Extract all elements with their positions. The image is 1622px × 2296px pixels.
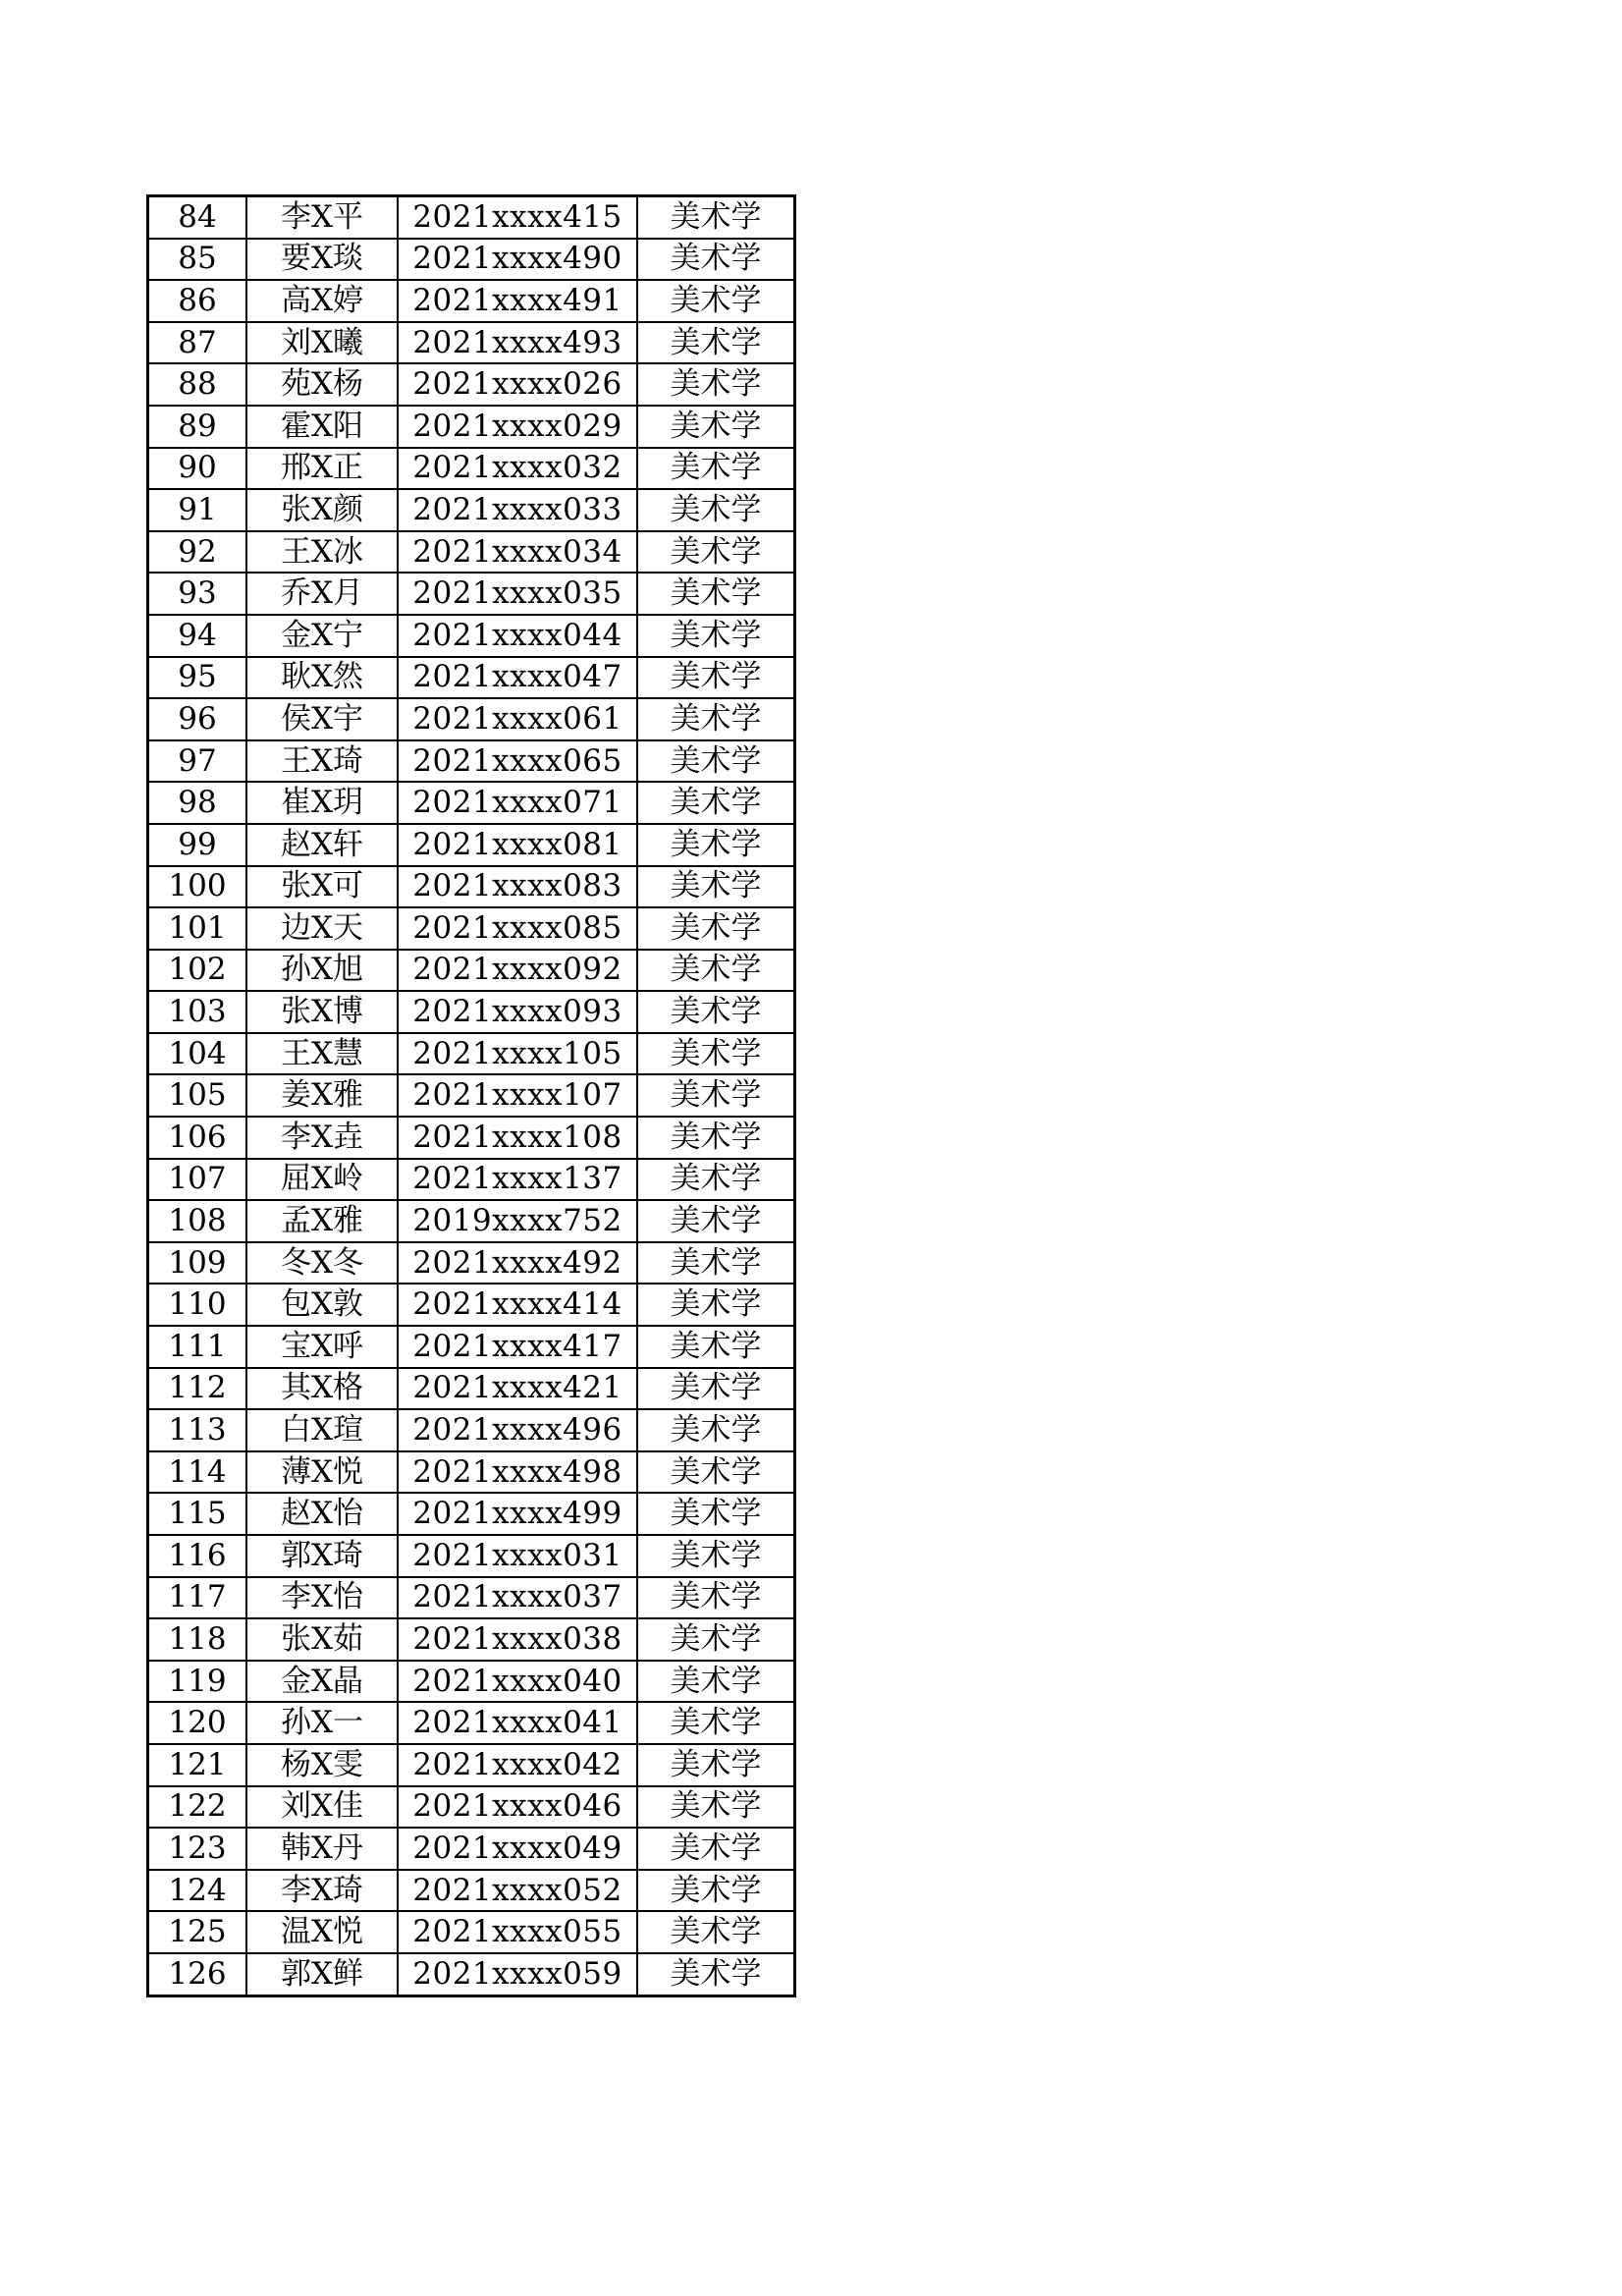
major-cell: 美术学 [637, 824, 795, 866]
table-row [148, 239, 795, 281]
name-cell: 温X悦 [246, 1911, 398, 1953]
table-row [148, 1911, 795, 1953]
row-number-cell: 99 [148, 824, 247, 866]
student-id-cell: 2021xxxx496 [398, 1409, 637, 1451]
table-row [148, 322, 795, 364]
row-number-cell: 92 [148, 531, 247, 574]
table-row [148, 1409, 795, 1451]
major-cell: 美术学 [637, 1284, 795, 1326]
major-cell: 美术学 [637, 1493, 795, 1535]
major-cell: 美术学 [637, 991, 795, 1033]
major-cell: 美术学 [637, 531, 795, 574]
table-row [148, 907, 795, 950]
major-cell: 美术学 [637, 1661, 795, 1703]
student-id-cell: 2021xxxx046 [398, 1786, 637, 1829]
row-number-cell: 124 [148, 1870, 247, 1912]
student-id-cell: 2021xxxx055 [398, 1911, 637, 1953]
table-row [148, 657, 795, 699]
major-cell: 美术学 [637, 907, 795, 950]
row-number-cell: 111 [148, 1326, 247, 1368]
row-number-cell: 123 [148, 1828, 247, 1870]
row-number-cell: 105 [148, 1074, 247, 1117]
student-id-cell: 2021xxxx108 [398, 1117, 637, 1159]
student-id-cell: 2021xxxx083 [398, 866, 637, 908]
row-number-cell: 101 [148, 907, 247, 950]
table-row [148, 1242, 795, 1285]
student-id-cell: 2021xxxx037 [398, 1577, 637, 1619]
table-row [148, 1577, 795, 1619]
major-cell: 美术学 [637, 1828, 795, 1870]
major-cell: 美术学 [637, 1618, 795, 1661]
name-cell: 王X慧 [246, 1033, 398, 1075]
name-cell: 王X冰 [246, 531, 398, 574]
student-id-cell: 2021xxxx049 [398, 1828, 637, 1870]
row-number-cell: 118 [148, 1618, 247, 1661]
student-id-cell: 2021xxxx042 [398, 1744, 637, 1786]
student-table [146, 194, 796, 1997]
student-id-cell: 2021xxxx137 [398, 1159, 637, 1201]
student-id-cell: 2021xxxx047 [398, 657, 637, 699]
name-cell: 宝X呼 [246, 1326, 398, 1368]
student-id-cell: 2021xxxx040 [398, 1661, 637, 1703]
row-number-cell: 94 [148, 615, 247, 657]
row-number-cell: 88 [148, 363, 247, 406]
row-number-cell: 102 [148, 950, 247, 992]
table-row [148, 782, 795, 824]
major-cell: 美术学 [637, 1744, 795, 1786]
table-row [148, 1535, 795, 1577]
row-number-cell: 116 [148, 1535, 247, 1577]
row-number-cell: 100 [148, 866, 247, 908]
major-cell: 美术学 [637, 573, 795, 615]
name-cell: 邢X正 [246, 448, 398, 490]
major-cell: 美术学 [637, 280, 795, 322]
name-cell: 郭X鲜 [246, 1953, 398, 1995]
student-id-cell: 2021xxxx035 [398, 573, 637, 615]
student-id-cell: 2019xxxx752 [398, 1200, 637, 1242]
table-row [148, 1493, 795, 1535]
student-id-cell: 2021xxxx031 [398, 1535, 637, 1577]
major-cell: 美术学 [637, 1074, 795, 1117]
name-cell: 耿X然 [246, 657, 398, 699]
major-cell: 美术学 [637, 1242, 795, 1285]
row-number-cell: 120 [148, 1702, 247, 1744]
student-id-cell: 2021xxxx071 [398, 782, 637, 824]
table-row [148, 1200, 795, 1242]
row-number-cell: 104 [148, 1033, 247, 1075]
major-cell: 美术学 [637, 1702, 795, 1744]
table-row [148, 1828, 795, 1870]
row-number-cell: 84 [148, 196, 247, 239]
major-cell: 美术学 [637, 363, 795, 406]
name-cell: 张X颜 [246, 489, 398, 531]
major-cell: 美术学 [637, 698, 795, 740]
table-row [148, 615, 795, 657]
row-number-cell: 95 [148, 657, 247, 699]
student-id-cell: 2021xxxx493 [398, 322, 637, 364]
major-cell: 美术学 [637, 1409, 795, 1451]
major-cell: 美术学 [637, 950, 795, 992]
name-cell: 李X怡 [246, 1577, 398, 1619]
table-row [148, 866, 795, 908]
table-row [148, 1786, 795, 1829]
row-number-cell: 107 [148, 1159, 247, 1201]
table-row [148, 1451, 795, 1494]
table-row [148, 531, 795, 574]
name-cell: 金X宁 [246, 615, 398, 657]
table-row [148, 1368, 795, 1410]
name-cell: 孙X一 [246, 1702, 398, 1744]
table-row [148, 280, 795, 322]
name-cell: 张X博 [246, 991, 398, 1033]
student-id-cell: 2021xxxx490 [398, 239, 637, 281]
name-cell: 赵X轩 [246, 824, 398, 866]
student-id-cell: 2021xxxx033 [398, 489, 637, 531]
table-row [148, 448, 795, 490]
table-row [148, 1074, 795, 1117]
table-row [148, 1744, 795, 1786]
row-number-cell: 93 [148, 573, 247, 615]
row-number-cell: 98 [148, 782, 247, 824]
student-id-cell: 2021xxxx026 [398, 363, 637, 406]
row-number-cell: 85 [148, 239, 247, 281]
name-cell: 刘X佳 [246, 1786, 398, 1829]
name-cell: 郭X琦 [246, 1535, 398, 1577]
student-id-cell: 2021xxxx061 [398, 698, 637, 740]
name-cell: 李X垚 [246, 1117, 398, 1159]
table-row [148, 196, 795, 239]
name-cell: 薄X悦 [246, 1451, 398, 1494]
major-cell: 美术学 [637, 657, 795, 699]
row-number-cell: 91 [148, 489, 247, 531]
student-id-cell: 2021xxxx085 [398, 907, 637, 950]
major-cell: 美术学 [637, 1953, 795, 1995]
row-number-cell: 122 [148, 1786, 247, 1829]
major-cell: 美术学 [637, 239, 795, 281]
name-cell: 孙X旭 [246, 950, 398, 992]
table-row [148, 1117, 795, 1159]
major-cell: 美术学 [637, 740, 795, 783]
row-number-cell: 106 [148, 1117, 247, 1159]
table-row [148, 489, 795, 531]
name-cell: 杨X雯 [246, 1744, 398, 1786]
student-id-cell: 2021xxxx038 [398, 1618, 637, 1661]
name-cell: 包X敦 [246, 1284, 398, 1326]
name-cell: 李X平 [246, 196, 398, 239]
table-row [148, 1661, 795, 1703]
name-cell: 崔X玥 [246, 782, 398, 824]
major-cell: 美术学 [637, 1368, 795, 1410]
major-cell: 美术学 [637, 782, 795, 824]
table-row [148, 698, 795, 740]
major-cell: 美术学 [637, 1870, 795, 1912]
row-number-cell: 126 [148, 1953, 247, 1995]
row-number-cell: 96 [148, 698, 247, 740]
name-cell: 张X茹 [246, 1618, 398, 1661]
row-number-cell: 117 [148, 1577, 247, 1619]
major-cell: 美术学 [637, 448, 795, 490]
row-number-cell: 121 [148, 1744, 247, 1786]
major-cell: 美术学 [637, 1911, 795, 1953]
student-id-cell: 2021xxxx065 [398, 740, 637, 783]
major-cell: 美术学 [637, 406, 795, 448]
student-id-cell: 2021xxxx415 [398, 196, 637, 239]
student-id-cell: 2021xxxx044 [398, 615, 637, 657]
name-cell: 金X晶 [246, 1661, 398, 1703]
major-cell: 美术学 [637, 1159, 795, 1201]
major-cell: 美术学 [637, 1326, 795, 1368]
name-cell: 韩X丹 [246, 1828, 398, 1870]
student-id-cell: 2021xxxx081 [398, 824, 637, 866]
student-id-cell: 2021xxxx092 [398, 950, 637, 992]
row-number-cell: 90 [148, 448, 247, 490]
major-cell: 美术学 [637, 322, 795, 364]
student-id-cell: 2021xxxx093 [398, 991, 637, 1033]
table-row [148, 406, 795, 448]
student-id-cell: 2021xxxx498 [398, 1451, 637, 1494]
row-number-cell: 115 [148, 1493, 247, 1535]
major-cell: 美术学 [637, 1577, 795, 1619]
name-cell: 要X琰 [246, 239, 398, 281]
student-id-cell: 2021xxxx499 [398, 1493, 637, 1535]
student-id-cell: 2021xxxx417 [398, 1326, 637, 1368]
name-cell: 赵X怡 [246, 1493, 398, 1535]
table-row [148, 1159, 795, 1201]
major-cell: 美术学 [637, 489, 795, 531]
row-number-cell: 113 [148, 1409, 247, 1451]
row-number-cell: 86 [148, 280, 247, 322]
table-row [148, 1870, 795, 1912]
row-number-cell: 89 [148, 406, 247, 448]
table-row [148, 573, 795, 615]
table-row [148, 991, 795, 1033]
row-number-cell: 103 [148, 991, 247, 1033]
name-cell: 乔X月 [246, 573, 398, 615]
major-cell: 美术学 [637, 1117, 795, 1159]
major-cell: 美术学 [637, 1200, 795, 1242]
table-row [148, 363, 795, 406]
student-id-cell: 2021xxxx107 [398, 1074, 637, 1117]
row-number-cell: 119 [148, 1661, 247, 1703]
student-id-cell: 2021xxxx421 [398, 1368, 637, 1410]
major-cell: 美术学 [637, 196, 795, 239]
row-number-cell: 112 [148, 1368, 247, 1410]
row-number-cell: 114 [148, 1451, 247, 1494]
student-id-cell: 2021xxxx029 [398, 406, 637, 448]
name-cell: 苑X杨 [246, 363, 398, 406]
name-cell: 王X琦 [246, 740, 398, 783]
student-id-cell: 2021xxxx414 [398, 1284, 637, 1326]
row-number-cell: 108 [148, 1200, 247, 1242]
student-id-cell: 2021xxxx059 [398, 1953, 637, 1995]
table-row [148, 1953, 795, 1995]
name-cell: 白X瑄 [246, 1409, 398, 1451]
name-cell: 其X格 [246, 1368, 398, 1410]
row-number-cell: 97 [148, 740, 247, 783]
student-id-cell: 2021xxxx492 [398, 1242, 637, 1285]
major-cell: 美术学 [637, 615, 795, 657]
table-row [148, 950, 795, 992]
name-cell: 姜X雅 [246, 1074, 398, 1117]
student-id-cell: 2021xxxx032 [398, 448, 637, 490]
name-cell: 张X可 [246, 866, 398, 908]
major-cell: 美术学 [637, 1786, 795, 1829]
table-row [148, 1702, 795, 1744]
name-cell: 冬X冬 [246, 1242, 398, 1285]
student-id-cell: 2021xxxx052 [398, 1870, 637, 1912]
name-cell: 孟X雅 [246, 1200, 398, 1242]
student-id-cell: 2021xxxx034 [398, 531, 637, 574]
student-id-cell: 2021xxxx491 [398, 280, 637, 322]
table-row [148, 1033, 795, 1075]
name-cell: 侯X宇 [246, 698, 398, 740]
row-number-cell: 110 [148, 1284, 247, 1326]
student-table-body [148, 196, 795, 1996]
table-row [148, 1618, 795, 1661]
name-cell: 屈X岭 [246, 1159, 398, 1201]
table-row [148, 1326, 795, 1368]
student-id-cell: 2021xxxx041 [398, 1702, 637, 1744]
major-cell: 美术学 [637, 1033, 795, 1075]
name-cell: 高X婷 [246, 280, 398, 322]
table-row [148, 1284, 795, 1326]
table-row [148, 824, 795, 866]
name-cell: 边X天 [246, 907, 398, 950]
major-cell: 美术学 [637, 866, 795, 908]
name-cell: 霍X阳 [246, 406, 398, 448]
name-cell: 刘X曦 [246, 322, 398, 364]
row-number-cell: 87 [148, 322, 247, 364]
student-id-cell: 2021xxxx105 [398, 1033, 637, 1075]
name-cell: 李X琦 [246, 1870, 398, 1912]
major-cell: 美术学 [637, 1451, 795, 1494]
major-cell: 美术学 [637, 1535, 795, 1577]
row-number-cell: 125 [148, 1911, 247, 1953]
row-number-cell: 109 [148, 1242, 247, 1285]
table-row [148, 740, 795, 783]
